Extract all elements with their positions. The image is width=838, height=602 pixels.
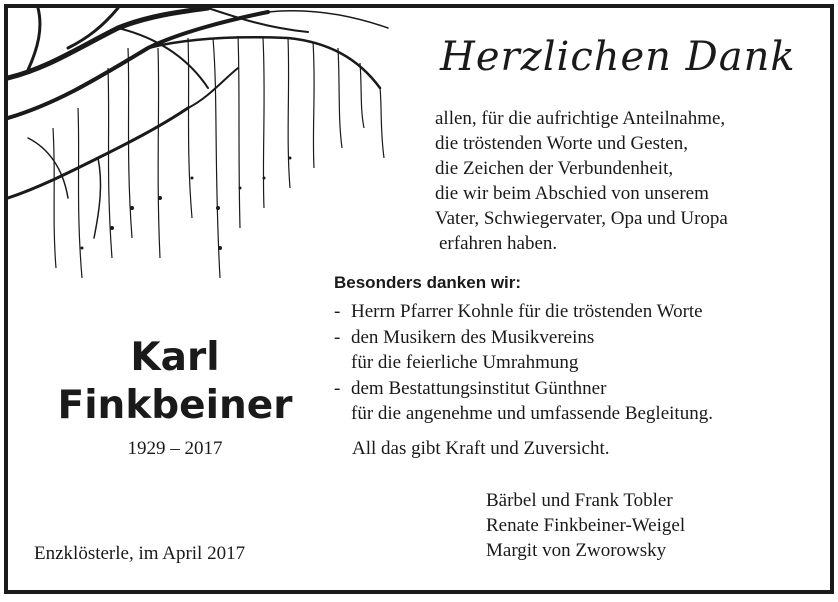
deceased-last-name: Finkbeiner [57, 383, 293, 428]
signer-name: Bärbel und Frank Tobler [486, 490, 673, 511]
list-item-line: für die angenehme und umfassende Begleitung. [351, 403, 713, 424]
thanks-line: Vater, Schwiegervater, Opa und Uropa [435, 208, 728, 229]
special-thanks-list [334, 299, 814, 427]
list-item-line: Herrn Pfarrer Kohnle für die tröstenden Worte [351, 301, 703, 322]
obituary-card [4, 4, 834, 594]
deceased-name [32, 334, 318, 430]
signer-name: Margit von Zworowsky [486, 540, 667, 561]
thanks-line: die wir beim Abschied von unserem [435, 183, 709, 204]
list-item-line: für die feierliche Umrahmung [351, 352, 579, 373]
closing-line: All das gibt Kraft und Zuversicht. [352, 438, 610, 459]
page-title: Herzlichen Dank [440, 34, 796, 80]
place-date: Enzklösterle, im April 2017 [34, 543, 246, 564]
signer-name: Renate Finkbeiner-Weigel [486, 515, 686, 536]
dash-bullet: - [334, 301, 341, 322]
thanks-line: die Zeichen der Verbundenheit, [435, 158, 674, 179]
list-item-line: den Musikern des Musikvereins [351, 327, 595, 348]
thanks-line: die tröstenden Worte und Gesten, [435, 133, 688, 154]
dash-bullet: - [334, 327, 341, 348]
bare-tree-branches-icon [8, 8, 400, 290]
thanks-line: allen, für die aufrichtige Anteilnahme, [435, 108, 726, 129]
special-thanks-heading: Besonders danken wir: [334, 273, 522, 292]
deceased-first-name: Karl [130, 335, 220, 380]
dash-bullet: - [334, 378, 341, 399]
life-years: 1929 – 2017 [127, 438, 223, 459]
list-item [334, 376, 814, 426]
list-item [334, 299, 814, 324]
thanks-line: erfahren haben. [439, 233, 558, 254]
list-item-line: dem Bestattungsinstitut Günthner [351, 378, 607, 399]
signers [486, 488, 685, 563]
thanks-text [435, 106, 815, 256]
list-item [334, 325, 814, 375]
